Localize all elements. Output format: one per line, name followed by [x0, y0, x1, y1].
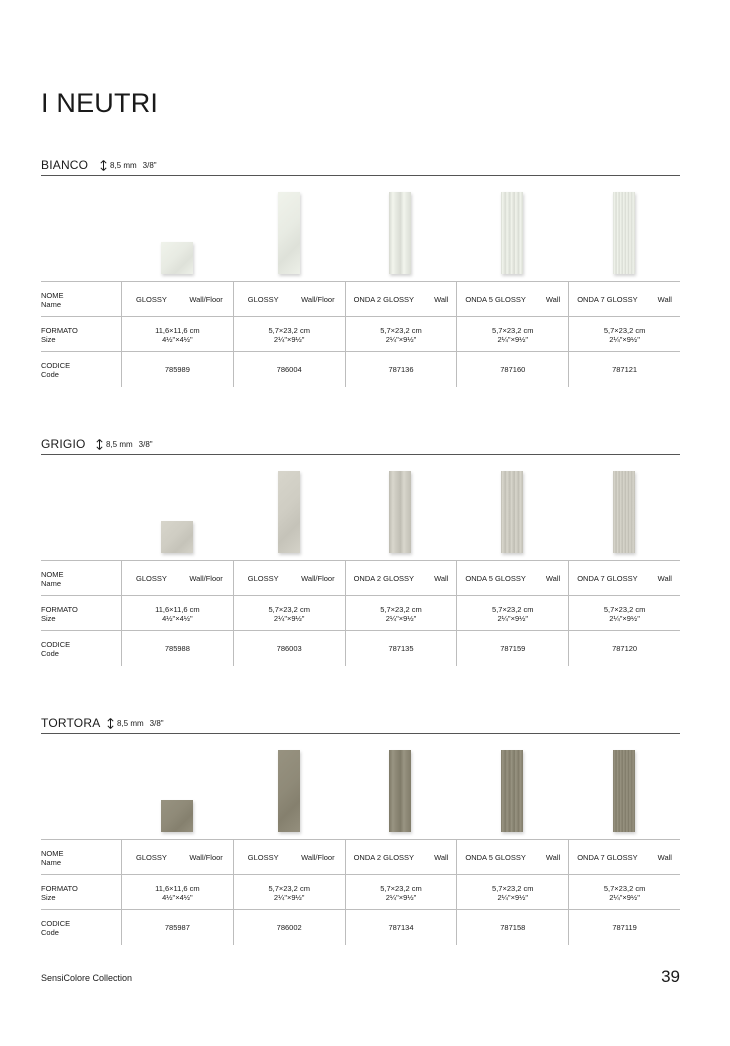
- table-cell: [233, 840, 345, 875]
- tile-swatch: [613, 192, 635, 274]
- product-code: 787135: [388, 644, 414, 653]
- product-name-group: [569, 853, 680, 862]
- table-cell: [121, 875, 233, 910]
- product-code: 785989: [164, 365, 190, 374]
- size-cm: 5,7×23,2 cm: [492, 325, 534, 335]
- product-size: [380, 605, 421, 623]
- size-inch: 2¼"×9½": [609, 613, 640, 623]
- table-cell: [233, 317, 345, 352]
- row-label: [41, 605, 78, 623]
- section-header: [41, 437, 680, 455]
- size-inch: 2¼"×9½": [497, 613, 529, 623]
- table-cell: [456, 631, 568, 666]
- tile-cell: [121, 455, 233, 560]
- tile-cell: [233, 176, 345, 281]
- product-name-group: [457, 295, 568, 304]
- size-inch: 2¼"×9½": [273, 892, 305, 902]
- size-inch: 4½"×4½": [162, 334, 193, 344]
- size-inch: 2¼"×9½": [497, 892, 529, 902]
- product-name: ONDA 2 GLOSSY: [353, 574, 415, 583]
- product-use: Wall: [434, 853, 449, 862]
- size-inch: 2¼"×9½": [609, 334, 640, 344]
- product-code: 785988: [164, 644, 190, 653]
- table-cell: [121, 840, 233, 875]
- table-cell: [233, 910, 345, 945]
- size-inch: 4½"×4½": [162, 613, 193, 623]
- table-cell: [568, 875, 680, 910]
- table-cell: [568, 596, 680, 631]
- section-name: BIANCO: [41, 158, 89, 172]
- size-cm: 5,7×23,2 cm: [603, 604, 646, 614]
- table-cell: [568, 317, 680, 352]
- thickness-icon: [96, 439, 103, 450]
- product-use: Wall/Floor: [301, 574, 335, 583]
- thickness-inch: 3/8": [142, 161, 157, 170]
- row-label: [41, 849, 64, 867]
- tile-swatch: [389, 192, 411, 274]
- product-name-group: [346, 853, 457, 862]
- size-inch: 2¼"×9½": [273, 613, 305, 623]
- row-label-it: FORMATO: [41, 884, 78, 893]
- row-label-en: Size: [41, 335, 56, 344]
- tile-cell: [233, 734, 345, 839]
- row-label-it: NOME: [41, 849, 64, 858]
- product-name-group: [234, 295, 345, 304]
- tile-cell: [456, 734, 568, 839]
- product-name: GLOSSY: [247, 574, 279, 583]
- product-code: 786003: [276, 644, 302, 653]
- product-size: [155, 884, 200, 902]
- section-name: GRIGIO: [41, 437, 86, 451]
- size-cm: 11,6×11,6 cm: [155, 604, 200, 614]
- table-cell: [568, 561, 680, 596]
- tile-cell: [456, 176, 568, 281]
- tile-images: [121, 734, 680, 839]
- table-cell: [121, 352, 233, 387]
- product-table: [41, 839, 680, 944]
- product-name: ONDA 7 GLOSSY: [577, 853, 638, 862]
- thickness-icon: [107, 718, 114, 729]
- product-name: GLOSSY: [136, 574, 167, 583]
- product-size: [155, 326, 200, 344]
- section-grigio: [41, 437, 680, 677]
- tile-swatch: [389, 750, 411, 832]
- product-name-group: [346, 574, 457, 583]
- table-cell: [568, 840, 680, 875]
- row-label-it: CODICE: [41, 640, 71, 649]
- tile-cell: [345, 176, 457, 281]
- row-label: [41, 884, 78, 902]
- product-name: ONDA 5 GLOSSY: [465, 574, 526, 583]
- tile-cell: [568, 734, 680, 839]
- product-name-group: [122, 295, 233, 304]
- product-use: Wall/Floor: [189, 853, 223, 862]
- size-cm: 5,7×23,2 cm: [268, 604, 310, 614]
- product-size: [155, 605, 200, 623]
- tile-swatch: [161, 242, 193, 274]
- row-label-en: Name: [41, 858, 62, 867]
- tile-swatch: [501, 471, 523, 553]
- size-cm: 5,7×23,2 cm: [268, 883, 310, 893]
- tile-cell: [233, 455, 345, 560]
- product-code: 785987: [164, 923, 190, 932]
- product-use: Wall: [657, 574, 672, 583]
- size-cm: 11,6×11,6 cm: [155, 883, 200, 893]
- row-label-en: Size: [41, 893, 56, 902]
- thickness-info: [100, 160, 157, 171]
- tile-cell: [568, 176, 680, 281]
- product-use: Wall: [545, 853, 561, 862]
- row-label: [41, 326, 78, 344]
- product-name: ONDA 2 GLOSSY: [353, 295, 415, 304]
- size-cm: 5,7×23,2 cm: [380, 325, 422, 335]
- row-label-en: Code: [41, 649, 59, 658]
- table-row-nome: [41, 839, 680, 874]
- size-inch: 2¼"×9½": [385, 334, 417, 344]
- product-name-group: [569, 574, 680, 583]
- table-cell: [121, 596, 233, 631]
- product-code: 787120: [612, 644, 638, 653]
- product-use: Wall: [545, 295, 561, 304]
- product-size: [492, 605, 533, 623]
- table-cell: [456, 282, 568, 317]
- tile-swatch: [613, 471, 635, 553]
- thickness-info: [107, 718, 164, 729]
- table-cell: [345, 910, 457, 945]
- size-cm: 5,7×23,2 cm: [380, 883, 422, 893]
- size-inch: 4½"×4½": [162, 892, 193, 902]
- thickness-inch: 3/8": [138, 440, 153, 449]
- size-cm: 5,7×23,2 cm: [492, 604, 534, 614]
- tile-cell: [121, 734, 233, 839]
- size-cm: 5,7×23,2 cm: [603, 883, 646, 893]
- product-table: [41, 560, 680, 665]
- thickness-icon: [100, 160, 107, 171]
- thickness-mm: 8,5 mm: [110, 161, 137, 170]
- size-cm: 5,7×23,2 cm: [492, 883, 534, 893]
- table-cell: [345, 282, 457, 317]
- row-label-en: Name: [41, 579, 62, 588]
- table-cell: [345, 317, 457, 352]
- table-cell: [568, 352, 680, 387]
- section-header: [41, 716, 680, 734]
- table-row-codice: [41, 351, 680, 386]
- table-cell: [121, 631, 233, 666]
- product-size: [604, 605, 645, 623]
- tile-cell: [568, 455, 680, 560]
- product-use: Wall: [657, 853, 672, 862]
- table-cell: [121, 317, 233, 352]
- table-cell: [456, 352, 568, 387]
- product-name-group: [457, 853, 568, 862]
- row-label-it: CODICE: [41, 361, 71, 370]
- product-use: Wall: [657, 295, 672, 304]
- section-tortora: [41, 716, 680, 956]
- tile-images: [121, 176, 680, 281]
- thickness-inch: 3/8": [149, 719, 164, 728]
- product-code: 786002: [276, 923, 302, 932]
- size-cm: 5,7×23,2 cm: [380, 604, 422, 614]
- product-use: Wall: [545, 574, 561, 583]
- table-cell: [568, 282, 680, 317]
- table-cell: [233, 352, 345, 387]
- table-cell: [233, 631, 345, 666]
- tile-cell: [345, 734, 457, 839]
- row-label: [41, 570, 64, 588]
- table-cell: [121, 910, 233, 945]
- section-header: [41, 158, 680, 176]
- tile-cell: [456, 455, 568, 560]
- table-cell: [233, 875, 345, 910]
- table-row-codice: [41, 630, 680, 665]
- product-name-group: [122, 853, 233, 862]
- product-code: 787158: [500, 923, 526, 932]
- table-row-formato: [41, 316, 680, 351]
- tile-swatch: [613, 750, 635, 832]
- row-label-it: FORMATO: [41, 605, 78, 614]
- size-inch: 2¼"×9½": [609, 892, 640, 902]
- thickness-mm: 8,5 mm: [117, 719, 144, 728]
- product-code: 787160: [500, 365, 526, 374]
- tile-swatch: [278, 471, 300, 553]
- table-row-formato: [41, 874, 680, 909]
- size-cm: 5,7×23,2 cm: [268, 325, 310, 335]
- table-cell: [568, 910, 680, 945]
- product-name-group: [234, 574, 345, 583]
- product-code: 787121: [612, 365, 638, 374]
- page-number: 39: [661, 967, 680, 986]
- tile-cell: [345, 455, 457, 560]
- table-cell: [456, 317, 568, 352]
- product-size: [268, 326, 309, 344]
- tile-swatch: [501, 192, 523, 274]
- table-cell: [568, 631, 680, 666]
- table-cell: [456, 840, 568, 875]
- product-code: 787134: [388, 923, 414, 932]
- product-code: 786004: [276, 365, 302, 374]
- product-name: GLOSSY: [247, 295, 279, 304]
- product-use: Wall/Floor: [189, 574, 223, 583]
- table-cell: [233, 561, 345, 596]
- size-inch: 2¼"×9½": [385, 613, 417, 623]
- size-cm: 5,7×23,2 cm: [603, 325, 646, 335]
- row-label-en: Code: [41, 928, 59, 937]
- size-inch: 2¼"×9½": [497, 334, 529, 344]
- product-code: 787159: [500, 644, 526, 653]
- table-cell: [345, 875, 457, 910]
- product-code: 787136: [388, 365, 414, 374]
- footer-collection: SensiColore Collection: [41, 973, 133, 983]
- product-size: [492, 326, 533, 344]
- section-bianco: [41, 158, 680, 398]
- table-cell: [345, 631, 457, 666]
- table-cell: [456, 875, 568, 910]
- row-label: [41, 361, 70, 379]
- product-name: ONDA 7 GLOSSY: [577, 574, 638, 583]
- tile-swatch: [278, 750, 300, 832]
- table-cell: [456, 596, 568, 631]
- table-cell: [345, 352, 457, 387]
- product-name: ONDA 5 GLOSSY: [465, 295, 526, 304]
- row-label-en: Name: [41, 300, 62, 309]
- product-size: [380, 326, 421, 344]
- product-name: ONDA 5 GLOSSY: [465, 853, 526, 862]
- product-name-group: [122, 574, 233, 583]
- product-table: [41, 281, 680, 386]
- product-name: GLOSSY: [136, 295, 167, 304]
- product-use: Wall: [434, 295, 449, 304]
- table-row-nome: [41, 560, 680, 595]
- product-use: Wall/Floor: [301, 295, 335, 304]
- row-label: [41, 919, 70, 937]
- tile-swatch: [501, 750, 523, 832]
- table-cell: [121, 282, 233, 317]
- product-size: [268, 605, 309, 623]
- product-name: ONDA 7 GLOSSY: [577, 295, 638, 304]
- thickness-mm: 8,5 mm: [106, 440, 133, 449]
- tile-swatch: [161, 800, 193, 832]
- product-name-group: [457, 574, 568, 583]
- table-cell: [456, 561, 568, 596]
- tile-swatch: [278, 192, 300, 274]
- product-name: GLOSSY: [247, 853, 279, 862]
- row-label-it: FORMATO: [41, 326, 78, 335]
- tile-swatch: [389, 471, 411, 553]
- table-row-nome: [41, 281, 680, 316]
- product-use: Wall/Floor: [189, 295, 223, 304]
- row-label-it: NOME: [41, 570, 64, 579]
- size-cm: 11,6×11,6 cm: [155, 325, 200, 335]
- thickness-info: [96, 439, 153, 450]
- row-label-en: Code: [41, 370, 59, 379]
- row-label: [41, 640, 70, 658]
- table-cell: [345, 561, 457, 596]
- tile-cell: [121, 176, 233, 281]
- table-cell: [456, 910, 568, 945]
- table-cell: [121, 561, 233, 596]
- product-name: ONDA 2 GLOSSY: [353, 853, 415, 862]
- product-use: Wall/Floor: [301, 853, 335, 862]
- product-code: 787119: [612, 923, 637, 932]
- size-inch: 2¼"×9½": [273, 334, 305, 344]
- section-name: TORTORA: [41, 716, 101, 730]
- table-cell: [345, 840, 457, 875]
- product-size: [268, 884, 309, 902]
- table-cell: [233, 596, 345, 631]
- row-label-it: NOME: [41, 291, 64, 300]
- product-size: [604, 884, 645, 902]
- table-row-codice: [41, 909, 680, 944]
- product-size: [492, 884, 533, 902]
- product-name-group: [234, 853, 345, 862]
- product-size: [380, 884, 421, 902]
- product-size: [604, 326, 645, 344]
- row-label-it: CODICE: [41, 919, 71, 928]
- page-title: I NEUTRI: [41, 88, 159, 118]
- tile-swatch: [161, 521, 193, 553]
- row-label: [41, 291, 64, 309]
- size-inch: 2¼"×9½": [385, 892, 417, 902]
- product-name-group: [569, 295, 680, 304]
- product-use: Wall: [434, 574, 449, 583]
- tile-images: [121, 455, 680, 560]
- product-name: GLOSSY: [136, 853, 167, 862]
- table-row-formato: [41, 595, 680, 630]
- table-cell: [345, 596, 457, 631]
- row-label-en: Size: [41, 614, 56, 623]
- table-cell: [233, 282, 345, 317]
- product-name-group: [346, 295, 457, 304]
